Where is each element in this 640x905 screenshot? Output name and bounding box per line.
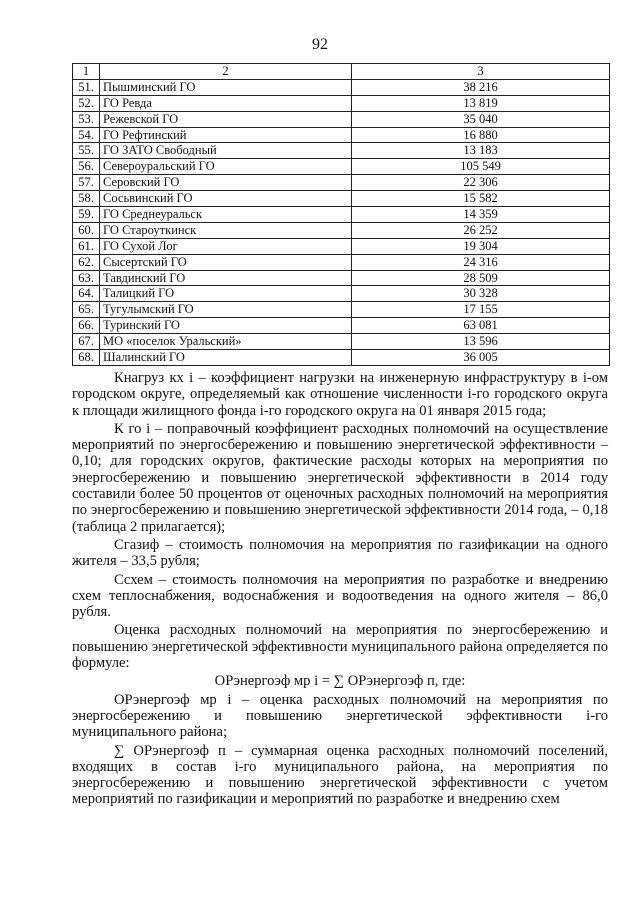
row-number-cell: 56. (73, 159, 100, 175)
value-cell: 36 005 (352, 350, 610, 366)
table-row (73, 159, 610, 175)
table-row (73, 302, 610, 318)
table-row (73, 175, 610, 191)
row-number-cell: 57. (73, 175, 100, 191)
paragraph: Сгазиф – стоимость полномочия на мероприятия по газификации на одного жителя – 33,5 рубля; (72, 536, 608, 570)
row-number-cell: 61. (73, 238, 100, 254)
row-number-cell: 51. (73, 79, 100, 95)
table-row (73, 238, 610, 254)
value-cell: 28 509 (352, 270, 610, 286)
table-row (73, 207, 610, 223)
value-cell: 19 304 (352, 238, 610, 254)
row-number-cell: 68. (73, 350, 100, 366)
municipality-name-cell: Пышминский ГО (100, 79, 352, 95)
value-cell: 105 549 (352, 159, 610, 175)
paragraph: ∑ ОРэнергоэф п – суммарная оценка расходных полномочий поселений, входящих в состав i-го муниципального района, на мероприятия по энергосбережению и повышению энергетической эффективности с учетом мероприятий по газификации и мероприятий по разработке и внедрению схем (72, 742, 608, 808)
page-number: 92 (312, 36, 328, 53)
municipality-name-cell: Режевской ГО (100, 111, 352, 127)
municipality-name-cell: Тавдинский ГО (100, 270, 352, 286)
paragraph: Кнагруз кх i – коэффициент нагрузки на инженерную инфраструктуру в i-ом городском округе, определяемый как отношение численности i-го городского округа к площади жилищного фонда i-го городского округа на 01 января 2015 года; (72, 370, 608, 419)
value-cell: 13 819 (352, 95, 610, 111)
paragraph: Оценка расходных полномочий на мероприятия по энергосбережению и повышению энергетической эффективности муниципального района определяется по формуле: (72, 622, 608, 672)
table-row (73, 286, 610, 302)
municipality-name-cell: Сысертский ГО (100, 254, 352, 270)
value-cell: 26 252 (352, 222, 610, 238)
table-header-row (73, 64, 610, 80)
paragraph: К го i – поправочный коэффициент расходных полномочий на осуществление мероприятий по энергосбережению и повышению энергетической эффективности – 0,10; для городских округов, фактические расходы которых на мероприятия по энергосбережению и повышению энергетической эффективности в 2014 году составили более 50 процентов от оценочных расходных полномочий на мероприятия по энергосбережению и повышению энергетической эффективности 2014 года, – 0,18 (таблица 2 прилагается); (72, 420, 608, 535)
value-cell: 17 155 (352, 302, 610, 318)
municipality-name-cell: ГО Староуткинск (100, 222, 352, 238)
row-number-cell: 67. (73, 334, 100, 350)
value-cell: 30 328 (352, 286, 610, 302)
row-number-cell: 54. (73, 127, 100, 143)
municipality-name-cell: Шалинский ГО (100, 350, 352, 366)
municipality-name-cell: ГО Ревда (100, 95, 352, 111)
row-number-cell: 59. (73, 207, 100, 223)
municipality-name-cell: Туринский ГО (100, 318, 352, 334)
row-number-cell: 53. (73, 111, 100, 127)
value-cell: 22 306 (352, 175, 610, 191)
table-row (73, 334, 610, 350)
value-cell: 24 316 (352, 254, 610, 270)
table-row (73, 127, 610, 143)
municipality-name-cell: ГО Сухой Лог (100, 238, 352, 254)
paragraph: Ссхем – стоимость полномочия на мероприятия по разработке и внедрению схем теплоснабжения, водоснабжения и водоотведения на одного жителя – 86,0 рубля. (72, 571, 608, 621)
row-number-cell: 55. (73, 143, 100, 159)
table-row (73, 318, 610, 334)
table-body (73, 64, 610, 366)
municipality-name-cell: Тугулымский ГО (100, 302, 352, 318)
header-cell-3: 3 (352, 64, 610, 80)
municipality-name-cell: Сосьвинский ГО (100, 191, 352, 207)
municipality-name-cell: Североуральский ГО (100, 159, 352, 175)
row-number-cell: 65. (73, 302, 100, 318)
header-cell-2: 2 (100, 64, 352, 80)
row-number-cell: 60. (73, 222, 100, 238)
municipality-name-cell: МО «поселок Уральский» (100, 334, 352, 350)
table-row (73, 191, 610, 207)
value-cell: 13 596 (352, 334, 610, 350)
table-row (73, 79, 610, 95)
value-cell: 15 582 (352, 191, 610, 207)
paragraph: ОРэнергоэф мр i – оценка расходных полномочий на мероприятия по энергосбережению и повышению энергетической эффективности i-го муниципального района; (72, 691, 608, 741)
value-cell: 35 040 (352, 111, 610, 127)
row-number-cell: 63. (73, 270, 100, 286)
municipality-name-cell: ГО Среднеуральск (100, 207, 352, 223)
value-cell: 13 183 (352, 143, 610, 159)
municipality-name-cell: Талицкий ГО (100, 286, 352, 302)
value-cell: 14 359 (352, 207, 610, 223)
row-number-cell: 66. (73, 318, 100, 334)
table-row (73, 143, 610, 159)
municipality-name-cell: ГО ЗАТО Свободный (100, 143, 352, 159)
table-row (73, 95, 610, 111)
body-text (72, 370, 608, 810)
value-cell: 38 216 (352, 79, 610, 95)
value-cell: 16 880 (352, 127, 610, 143)
table-row (73, 270, 610, 286)
municipality-name-cell: Серовский ГО (100, 175, 352, 191)
table-row (73, 222, 610, 238)
value-cell: 63 081 (352, 318, 610, 334)
municipality-table (72, 63, 610, 366)
table-row (73, 111, 610, 127)
row-number-cell: 52. (73, 95, 100, 111)
row-number-cell: 62. (73, 254, 100, 270)
row-number-cell: 58. (73, 191, 100, 207)
formula-line: ОРэнергоэф мр i = ∑ ОРэнергоэф п, где: (214, 673, 466, 690)
header-cell-1: 1 (73, 64, 100, 80)
table-row (73, 350, 610, 366)
row-number-cell: 64. (73, 286, 100, 302)
municipality-name-cell: ГО Рефтинский (100, 127, 352, 143)
table-row (73, 254, 610, 270)
